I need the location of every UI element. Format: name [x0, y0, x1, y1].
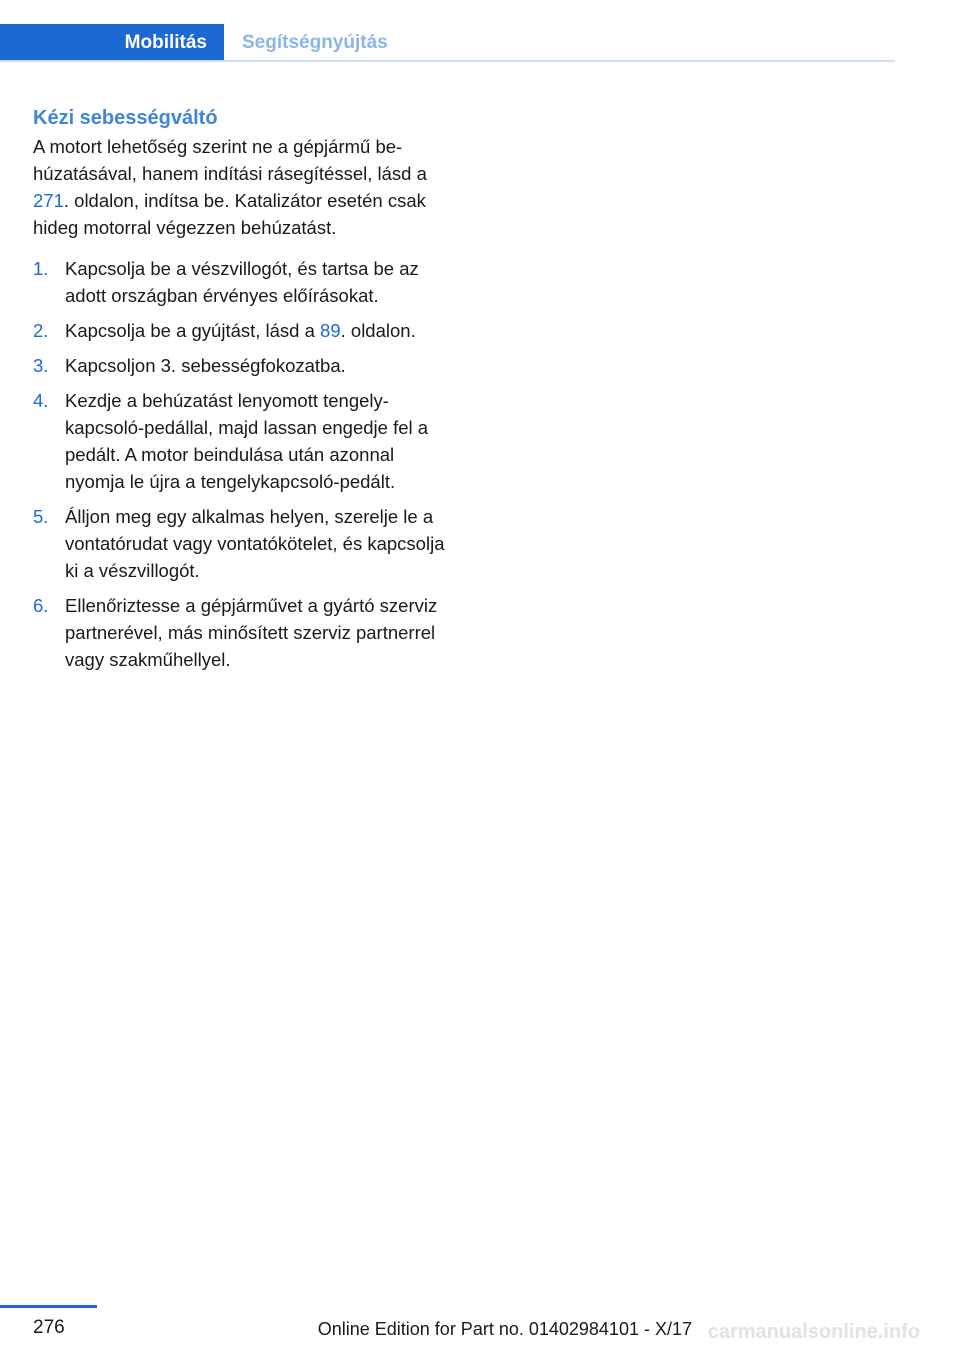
page-link-89[interactable]: 89	[320, 320, 341, 341]
step-number: 1.	[33, 258, 49, 279]
intro-text-1: A motort lehetőség szerint ne a gépjármű behúzatásával, hanem indítási rásegítéssel, lásd a	[33, 136, 427, 184]
list-item	[33, 592, 453, 673]
step-number: 5.	[33, 506, 49, 527]
step-number: 3.	[33, 355, 49, 376]
step-text: Kapcsolja be a gyújtást, lásd a	[65, 320, 321, 341]
step-text: Kapcsoljon 3. sebességfokozatba.	[65, 355, 346, 376]
step-text-end: . oldalon.	[340, 320, 416, 341]
edition-text: Online Edition for Part no. 01402984101 - X/17	[317, 1319, 692, 1339]
tab-segitsegnyujtas[interactable]: Segítségnyújtás	[242, 32, 388, 53]
section-title: Kézi sebességváltó	[33, 107, 218, 129]
step-number: 6.	[33, 595, 49, 616]
list-item	[33, 387, 453, 495]
intro-paragraph	[33, 133, 453, 241]
header-tabs	[0, 24, 895, 62]
step-number: 4.	[33, 390, 49, 411]
list-item	[33, 503, 453, 584]
list-item	[33, 352, 453, 379]
step-text: Álljon meg egy alkalmas helyen, szerelje le a vontatórudat vagy vontatókötelet, és kapcsolja ki a vészvillogót.	[65, 506, 445, 581]
tab-mobilitas[interactable]: Mobilitás	[0, 24, 224, 62]
main-content	[33, 103, 453, 681]
list-item	[33, 317, 453, 344]
intro-text-2: . oldalon, indítsa be. Katalizátor esetén csak hideg motorral végezzen behúzatást.	[33, 190, 426, 238]
page-link-271[interactable]: 271	[33, 190, 64, 211]
watermark: carmanualsonline.info	[707, 1321, 920, 1343]
list-item	[33, 255, 453, 309]
step-text: Ellenőriztesse a gépjárművet a gyártó szerviz partnerével, más minősített szerviz partnerrel vagy szakműhellyel.	[65, 595, 438, 670]
header-divider	[0, 60, 895, 62]
footer-accent-line	[0, 1305, 97, 1308]
step-text: Kapcsolja be a vészvillogót, és tartsa be az adott országban érvényes előírásokat.	[65, 258, 419, 306]
step-number: 2.	[33, 320, 49, 341]
steps-list	[33, 255, 453, 673]
step-text: Kezdje a behúzatást lenyomott tengelykapcsoló-pedállal, majd lassan engedje fel a pedált. A motor beindulása után azonnal nyomja le újra a tengelykapcsoló-pedált.	[65, 390, 429, 492]
page-number: 276	[33, 1317, 65, 1338]
